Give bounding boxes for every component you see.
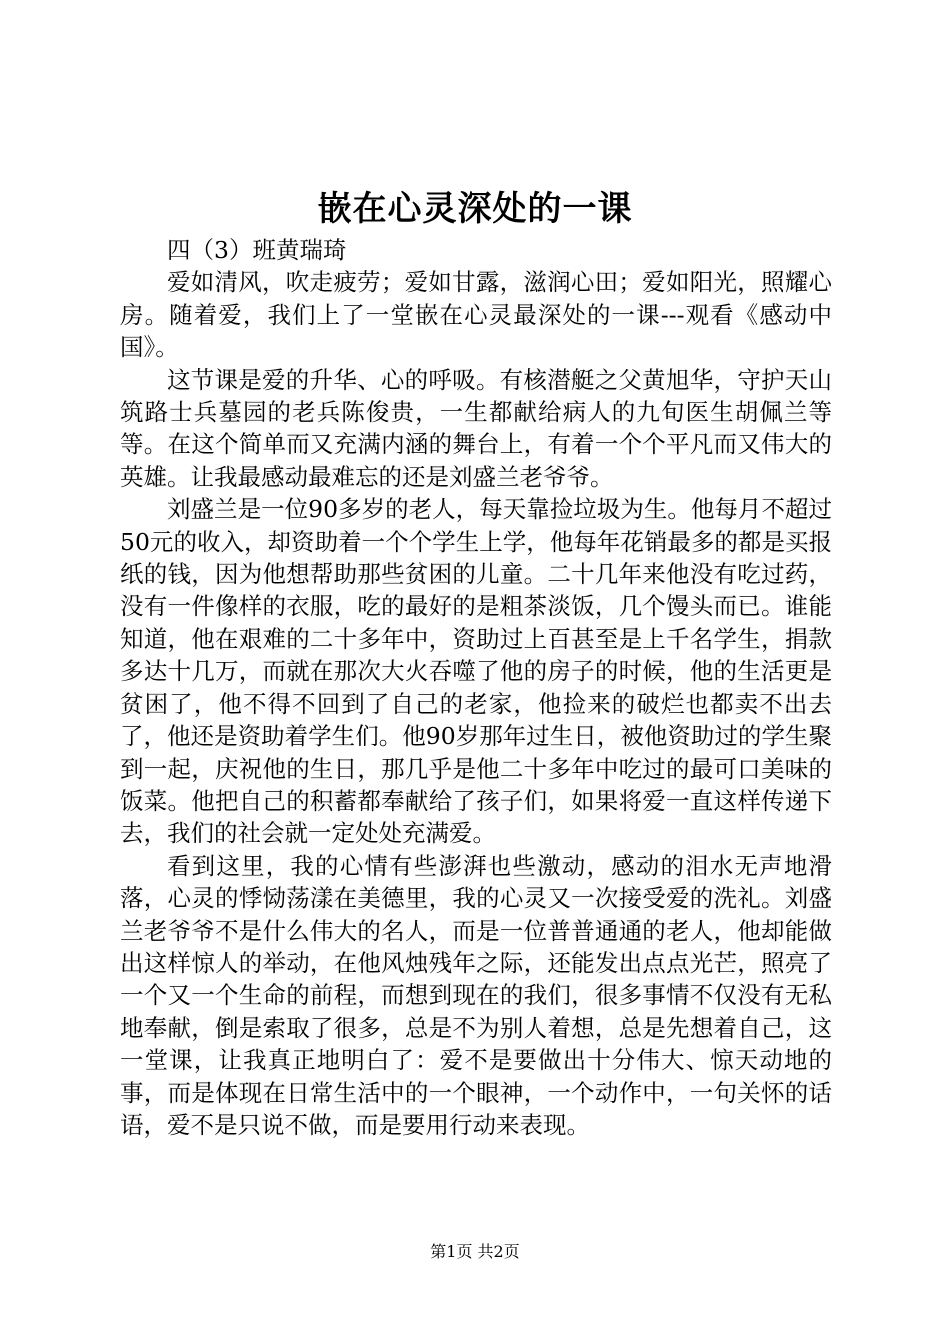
page-footer: 第1页 共2页	[430, 1242, 520, 1261]
document-body	[120, 234, 832, 1141]
paragraph-1: 爱如清风，吹走疲劳；爱如甘露，滋润心田；爱如阳光，照耀心房。随着爱，我们上了一堂嵌在心灵最深处的一课---观看《感动中国》。	[120, 268, 832, 362]
author-byline: 四（3）班黄瑞琦	[167, 236, 347, 264]
paragraph-2: 这节课是爱的升华、心的呼吸。有核潜艇之父黄旭华，守护天山筑路士兵墓园的老兵陈俊贵，一生都献给病人的九旬医生胡佩兰等等。在这个简单而又充满内涵的舞台上，有着一个个平凡而又伟大的英雄。让我最感动最难忘的还是刘盛兰老爷爷。	[120, 365, 832, 491]
paragraph-3: 刘盛兰是一位90多岁的老人，每天靠捡垃圾为生。他每月不超过50元的收入，却资助着一个个学生上学，他每年花销最多的都是买报纸的钱，因为他想帮助那些贫困的儿童。二十几年来他没有吃过药，没有一件像样的衣服，吃的最好的是粗茶淡饭，几个馒头而已。谁能知道，他在艰难的二十多年中，资助过上百甚至是上千名学生，捐款多达十几万，而就在那次大火吞噬了他的房子的时候，他的生活更是贫困了，他不得不回到了自己的老家，他捡来的破烂也都卖不出去了，他还是资助着学生们。他90岁那年过生日，被他资助过的学生聚到一起，庆祝他的生日，那几乎是他二十多年中吃过的最可口美味的饭菜。他把自己的积蓄都奉献给了孩子们，如果将爱一直这样传递下去，我们的社会就一定处处充满爱。	[120, 495, 832, 848]
paragraph-4: 看到这里，我的心情有些澎湃也些激动，感动的泪水无声地滑落，心灵的悸恸荡漾在美德里，我的心灵又一次接受爱的洗礼。刘盛兰老爷爷不是什么伟大的名人，而是一位普普通通的老人，他却能做出这样惊人的举动，在他风烛残年之际，还能发出点点光芒，照亮了一个又一个生命的前程，而想到现在的我们，很多事情不仅没有无私地奉献，倒是索取了很多，总是不为别人着想，总是先想着自己，这一堂课，让我真正地明白了：爱不是要做出十分伟大、惊天动地的事，而是体现在日常生活中的一个眼神，一个动作中，一句关怀的话语，爱不是只说不做，而是要用行动来表现。	[120, 851, 832, 1139]
document-title: 嵌在心灵深处的一课	[317, 189, 633, 229]
